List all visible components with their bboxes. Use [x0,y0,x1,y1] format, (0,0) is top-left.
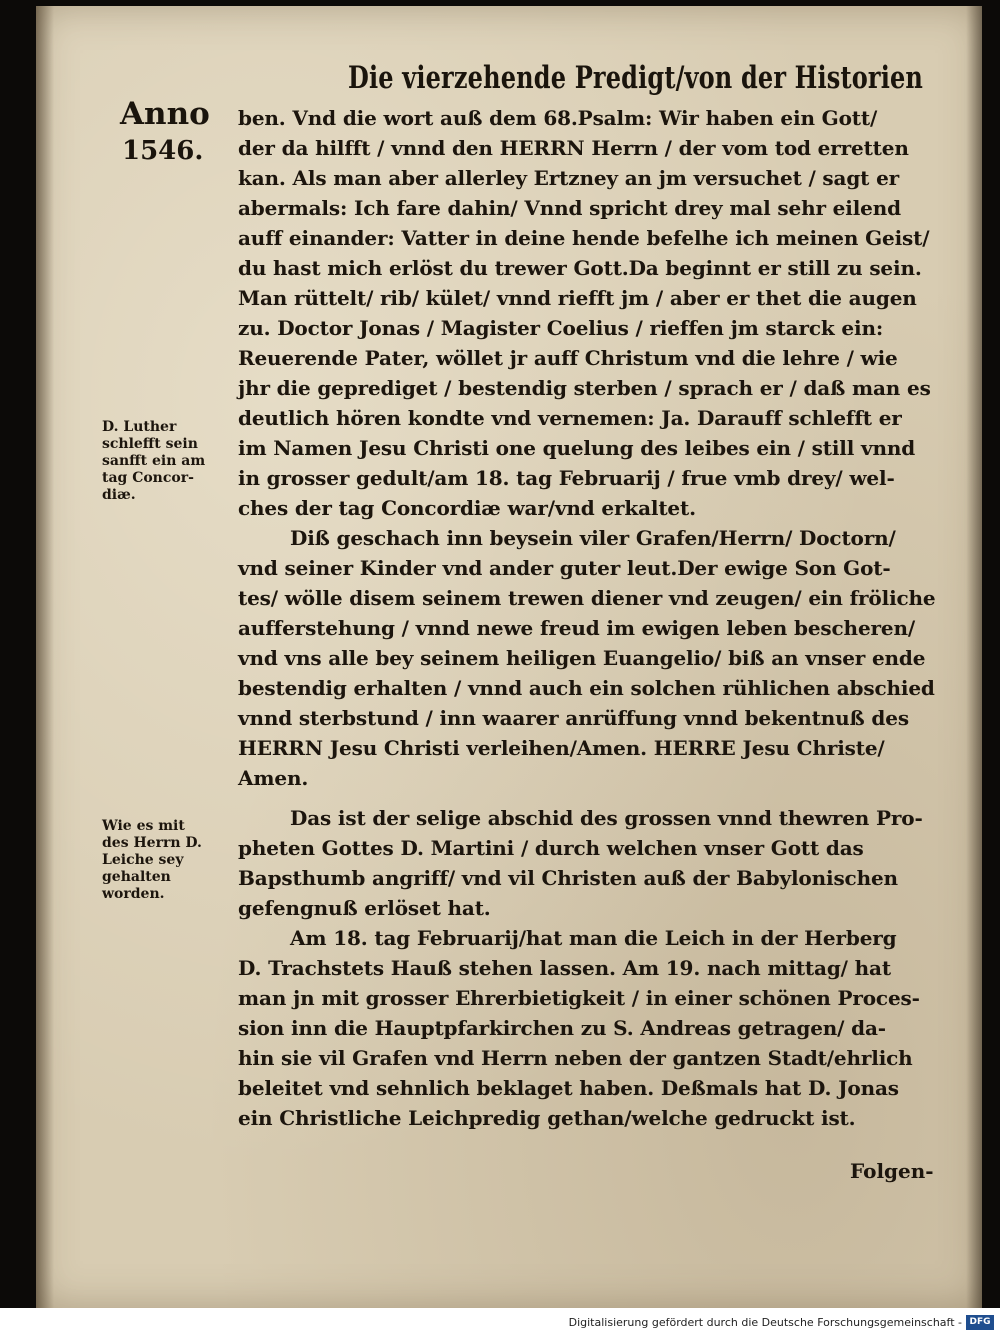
text-line: kan. Als man aber allerley Ertzney an jm versuchet / sagt er [238,166,900,190]
text-line: Das ist der selige abschid des grossen vnnd thewren Pro- [290,806,923,830]
text-line: HERRN Jesu Christi verleihen/Amen. HERRE Jesu Christe/ [238,736,885,760]
year-anno: Anno [120,96,210,132]
text-line: man jn mit grosser Ehrerbietigkeit / in einer schönen Proces- [238,986,920,1010]
margin-note-line: gehalten [102,869,171,885]
text-line: vnnd sterbstund / inn waarer anrüffung vnnd bekentnuß des [238,706,909,730]
text-line: zu. Doctor Jonas / Magister Coelius / rieffen jm starck ein: [238,316,884,340]
text-line: im Namen Jesu Christi one quelung des leibes ein / still vnnd [238,436,916,460]
text-line: bestendig erhalten / vnnd auch ein solchen rühlichen abschied [238,676,935,700]
text-line: Diß geschach inn beysein viler Grafen/Herrn/ Doctorn/ [290,526,896,550]
text-line: vnd vns alle bey seinem heiligen Euangelio/ biß an vnser ende [238,646,926,670]
margin-note-line: schlefft sein [102,436,198,452]
text-line: auff einander: Vatter in deine hende befelhe ich meinen Geist/ [238,226,930,250]
margin-note-line: Leiche sey [102,852,184,868]
text-line: beleitet vnd sehnlich beklaget haben. Deßmals hat D. Jonas [238,1076,899,1100]
page-edge-shadow [966,6,982,1308]
dfg-logo-icon: DFG [966,1315,994,1330]
text-line: jhr die geprediget / bestendig sterben / sprach er / daß man es [238,376,931,400]
page-spine-shadow [36,6,54,1308]
text-line: in grosser gedult/am 18. tag Februarij / frue vmb drey/ wel- [238,466,895,490]
margin-note-line: sanfft ein am [102,453,206,469]
footer-bar [0,1308,1000,1337]
margin-note-funeral [102,818,232,903]
text-line: du hast mich erlöst du trewer Gott.Da beginnt er still zu sein. [238,256,922,280]
text-line: Bapsthumb angriff/ vnd vil Christen auß der Babylonischen [238,866,898,890]
text-line: ein Christliche Leichpredig gethan/welche gedruckt ist. [238,1106,856,1130]
margin-note-line: worden. [102,886,165,902]
text-line: hin sie vil Grafen vnd Herrn neben der gantzen Stadt/ehrlich [238,1046,913,1070]
text-line: aufferstehung / vnnd newe freud im ewigen leben bescheren/ [238,616,916,640]
text-line: tes/ wölle disem seinem trewen diener vnd zeugen/ ein fröliche [238,586,936,610]
margin-note-line: Wie es mit [102,818,185,834]
text-line: der da hilfft / vnnd den HERRN Herrn / der vom tod erretten [238,136,909,160]
text-line: ben. Vnd die wort auß dem 68.Psalm: Wir haben ein Gott/ [238,106,878,130]
margin-note-line: des Herrn D. [102,835,202,851]
margin-note-line: diæ. [102,487,136,503]
year-number: 1546. [122,136,204,166]
text-line: gefengnuß erlöset hat. [238,896,491,920]
footer-credit: Digitalisierung gefördert durch die Deutsche Forschungsgemeinschaft - [568,1316,962,1329]
margin-note-line: D. Luther [102,419,177,435]
text-line: vnd seiner Kinder vnd ander guter leut.Der ewige Son Got- [238,556,891,580]
text-line: deutlich hören kondte vnd vernemen: Ja. Darauff schlefft er [238,406,902,430]
book-page [36,6,982,1308]
margin-note-luther-death [102,419,232,504]
text-line: pheten Gottes D. Martini / durch welchen vnser Gott das [238,836,864,860]
text-line: Man rüttelt/ rib/ kület/ vnnd riefft jm / aber er thet die augen [238,286,917,310]
text-line: Am 18. tag Februarij/hat man die Leich in der Herberg [290,926,897,950]
year-marginal [120,94,230,168]
text-line: Reuerende Pater, wöllet jr auff Christum vnd die lehre / wie [238,346,898,370]
text-line: abermals: Ich fare dahin/ Vnnd spricht drey mal sehr eilend [238,196,901,220]
catchword: Folgen- [850,1159,934,1183]
text-line: sion inn die Hauptpfarkirchen zu S. Andreas getragen/ da- [238,1016,886,1040]
text-line: Amen. [238,766,309,790]
text-line: ches der tag Concordiæ war/vnd erkaltet. [238,496,696,520]
text-line: D. Trachstets Hauß stehen lassen. Am 19. nach mittag/ hat [238,956,891,980]
margin-note-line: tag Concor- [102,470,194,486]
running-head: Die vierzehende Predigt/von der Historien [348,60,924,96]
